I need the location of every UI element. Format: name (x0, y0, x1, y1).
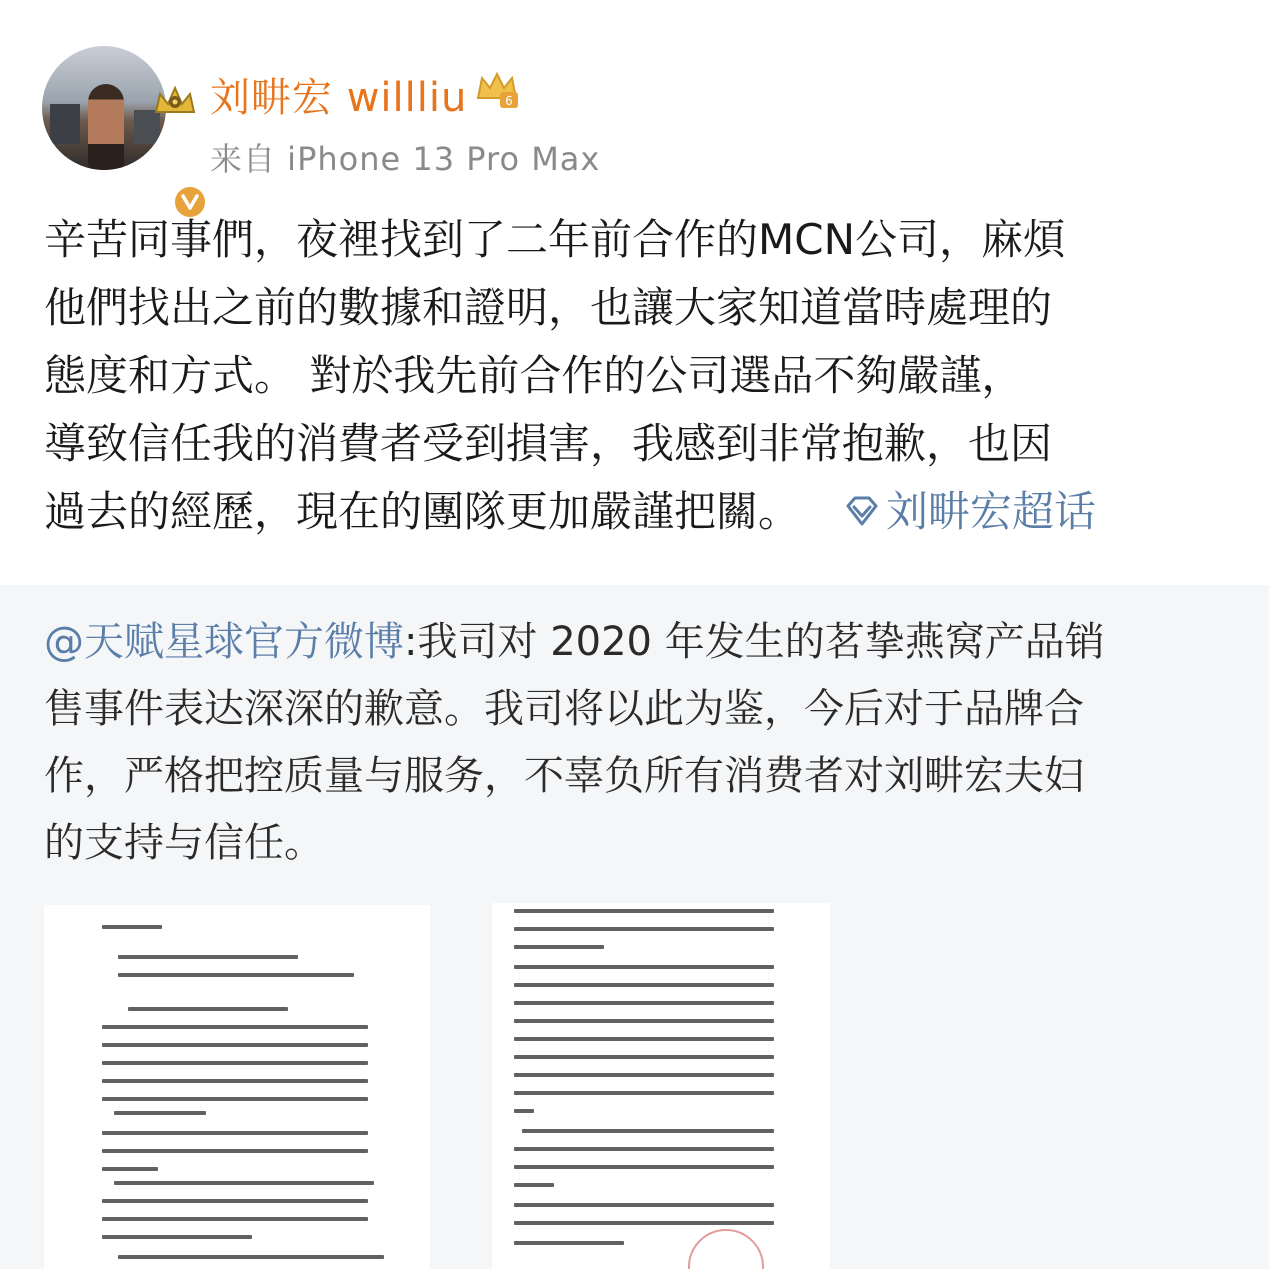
repost-line-rest: :我司对 2020 年发生的茗挚燕窝产品销 (404, 619, 1105, 665)
document-text-line (514, 1019, 774, 1023)
crown-badge-icon (150, 82, 200, 118)
document-text-line (118, 1255, 384, 1259)
document-text-line (514, 1165, 774, 1169)
document-image-1[interactable] (44, 905, 430, 1269)
document-text-line (102, 1149, 368, 1153)
document-text-line (102, 1167, 158, 1171)
document-text-line (514, 1037, 774, 1041)
document-image-2[interactable] (492, 903, 830, 1269)
avatar-figure (88, 84, 124, 170)
document-text-line (514, 965, 774, 969)
document-text-line (114, 1111, 206, 1115)
reposted-content[interactable] (0, 585, 1269, 1269)
document-text-line (514, 1001, 774, 1005)
document-text-line (522, 1129, 774, 1133)
stamp-seal (688, 1229, 764, 1269)
topic-link-label: 刘畊宏超话 (886, 487, 1097, 536)
document-text-line (102, 1043, 368, 1047)
document-text-line (514, 1147, 774, 1151)
post-line: 過去的經歷，現在的團隊更加嚴謹把關。 (44, 487, 801, 536)
repost-line (44, 609, 1244, 676)
vip-crown-icon[interactable] (474, 68, 520, 110)
document-text-line (102, 1025, 368, 1029)
document-text-line (514, 1055, 774, 1059)
avatar[interactable] (42, 46, 166, 170)
author-avatar-wrap[interactable] (42, 46, 166, 170)
weibo-post (0, 0, 1269, 585)
mention-link[interactable]: @天赋星球官方微博 (44, 619, 404, 665)
topic-link[interactable] (842, 487, 1096, 536)
post-line-last (44, 478, 1244, 546)
document-text-line (514, 927, 774, 931)
document-text-line (514, 1241, 624, 1245)
document-text-line (128, 1007, 288, 1011)
document-text-line (102, 1131, 368, 1135)
post-text (44, 206, 1244, 546)
document-text-line (102, 1235, 252, 1239)
document-text-line (514, 983, 774, 987)
document-text-line (514, 1109, 534, 1113)
post-line: 態度和方式。 對於我先前合作的公司選品不夠嚴謹， (44, 351, 1024, 400)
svg-text:6: 6 (505, 94, 513, 108)
document-text-line (102, 1079, 368, 1083)
post-line: 導致信任我的消費者受到損害，我感到非常抱歉，也因 (44, 419, 1053, 468)
document-text-line (102, 1217, 368, 1221)
diamond-topic-icon (842, 494, 882, 530)
author-name-link[interactable]: 刘畊宏 willliu (210, 75, 468, 121)
document-text-line (514, 945, 604, 949)
document-text-line (514, 1221, 774, 1225)
repost-line: 售事件表达深深的歉意。我司将以此为鉴，今后对于品牌合 (44, 686, 1084, 732)
document-text-line (514, 1073, 774, 1077)
document-text-line (118, 973, 354, 977)
post-line: 辛苦同事們，夜裡找到了二年前合作的MCN公司，麻煩 (44, 215, 1065, 264)
repost-text (44, 609, 1244, 877)
document-text-line (102, 925, 162, 929)
repost-line: 的支持与信任。 (44, 820, 324, 866)
document-text-line (514, 1183, 554, 1187)
document-text-line (118, 955, 298, 959)
repost-line: 作，严格把控质量与服务，不辜负所有消费者对刘畊宏夫妇 (44, 753, 1084, 799)
document-text-line (102, 1061, 368, 1065)
avatar-background (50, 104, 80, 144)
document-text-line (114, 1181, 374, 1185)
document-text-line (102, 1199, 368, 1203)
document-text-line (514, 909, 774, 913)
document-text-line (514, 1203, 774, 1207)
document-text-line (102, 1097, 368, 1101)
document-text-line (514, 1091, 774, 1095)
post-source: 来自 iPhone 13 Pro Max (210, 140, 601, 178)
post-line: 他們找出之前的數據和證明，也讓大家知道當時處理的 (44, 283, 1053, 332)
